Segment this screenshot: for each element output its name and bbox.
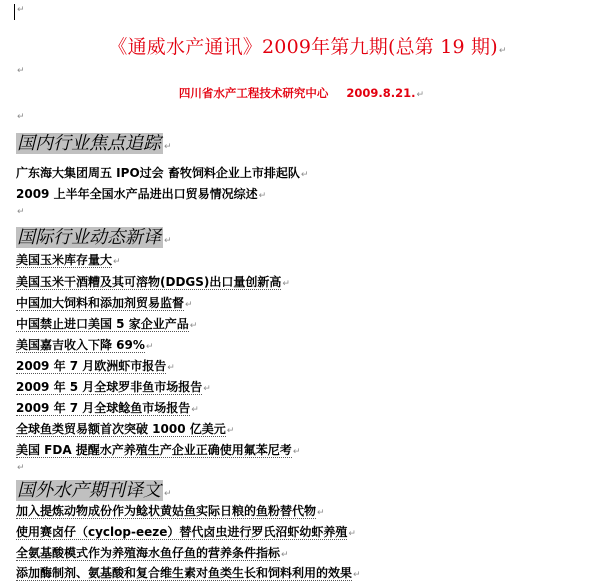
- section-heading-text: 国外水产期刊译文: [17, 480, 161, 501]
- list-item[interactable]: 全球鱼类贸易额首次突破 1000 亿美元↵: [16, 422, 235, 436]
- list-item[interactable]: 全氨基酸模式作为养殖海水鱼仔鱼的营养条件指标↵: [16, 546, 289, 560]
- section-heading-domestic[interactable]: [16, 133, 172, 158]
- list-item[interactable]: 美国玉米库存量大↵: [16, 253, 121, 267]
- paragraph-mark: ↵: [164, 236, 172, 246]
- list-item[interactable]: 美国 FDA 提醒水产养殖生产企业正确使用氟苯尼考↵: [16, 443, 301, 457]
- list-item[interactable]: 美国嘉吉收入下降 69%↵: [16, 338, 154, 352]
- list-item[interactable]: 广东海大集团周五 IPO过会 畜牧饲料企业上市排起队↵: [16, 166, 309, 180]
- section-heading-text: 国内行业焦点追踪: [17, 133, 161, 154]
- list-item[interactable]: 美国玉米干酒糟及其可溶物(DDGS)出口量创新高↵: [16, 275, 290, 289]
- paragraph-mark: ↵: [17, 112, 25, 122]
- list-item[interactable]: 中国禁止进口美国 5 家企业产品↵: [16, 317, 198, 331]
- document-subtitle[interactable]: [0, 85, 601, 101]
- subtitle-organization: 四川省水产工程技术研究中心: [178, 86, 329, 100]
- section-heading-international[interactable]: [16, 227, 172, 252]
- list-item[interactable]: 2009 年 7 月全球鲶鱼市场报告↵: [16, 401, 199, 415]
- list-item[interactable]: 2009 上半年全国水产品进出口贸易情况综述↵: [16, 187, 267, 201]
- paragraph-mark: ↵: [17, 5, 25, 15]
- paragraph-mark: ↵: [164, 142, 172, 152]
- list-item[interactable]: 加入提炼动物成份作为鲶状黄姑鱼实际日粮的鱼粉替代物↵: [16, 504, 325, 518]
- paragraph-mark: ↵: [17, 207, 25, 217]
- paragraph-mark: ↵: [498, 46, 507, 56]
- text-cursor: [14, 4, 15, 20]
- section-heading-text: 国际行业动态新译: [17, 227, 161, 248]
- list-item[interactable]: 使用赛卤仔（cyclop-eeze）替代卤虫进行罗氏沼虾幼虾养殖↵: [16, 525, 356, 539]
- document-title[interactable]: [0, 32, 601, 59]
- list-item[interactable]: 2009 年 5 月全球罗非鱼市场报告↵: [16, 380, 211, 394]
- list-item[interactable]: 添加酶制剂、氨基酸和复合维生素对鱼类生长和饲料利用的效果↵: [16, 566, 361, 580]
- section-heading-foreign-journals[interactable]: [16, 480, 172, 505]
- document-title-text: 《通威水产通讯》2009年第九期(总第 19 期): [108, 36, 498, 58]
- subtitle-date: 2009.8.21.: [346, 86, 416, 100]
- paragraph-mark: ↵: [17, 463, 25, 473]
- list-item[interactable]: 2009 年 7 月欧洲虾市报告↵: [16, 359, 175, 373]
- paragraph-mark: ↵: [17, 66, 25, 76]
- paragraph-mark: ↵: [416, 90, 425, 100]
- paragraph-mark: ↵: [164, 489, 172, 499]
- list-item[interactable]: 中国加大饲料和添加剂贸易监督↵: [16, 296, 193, 310]
